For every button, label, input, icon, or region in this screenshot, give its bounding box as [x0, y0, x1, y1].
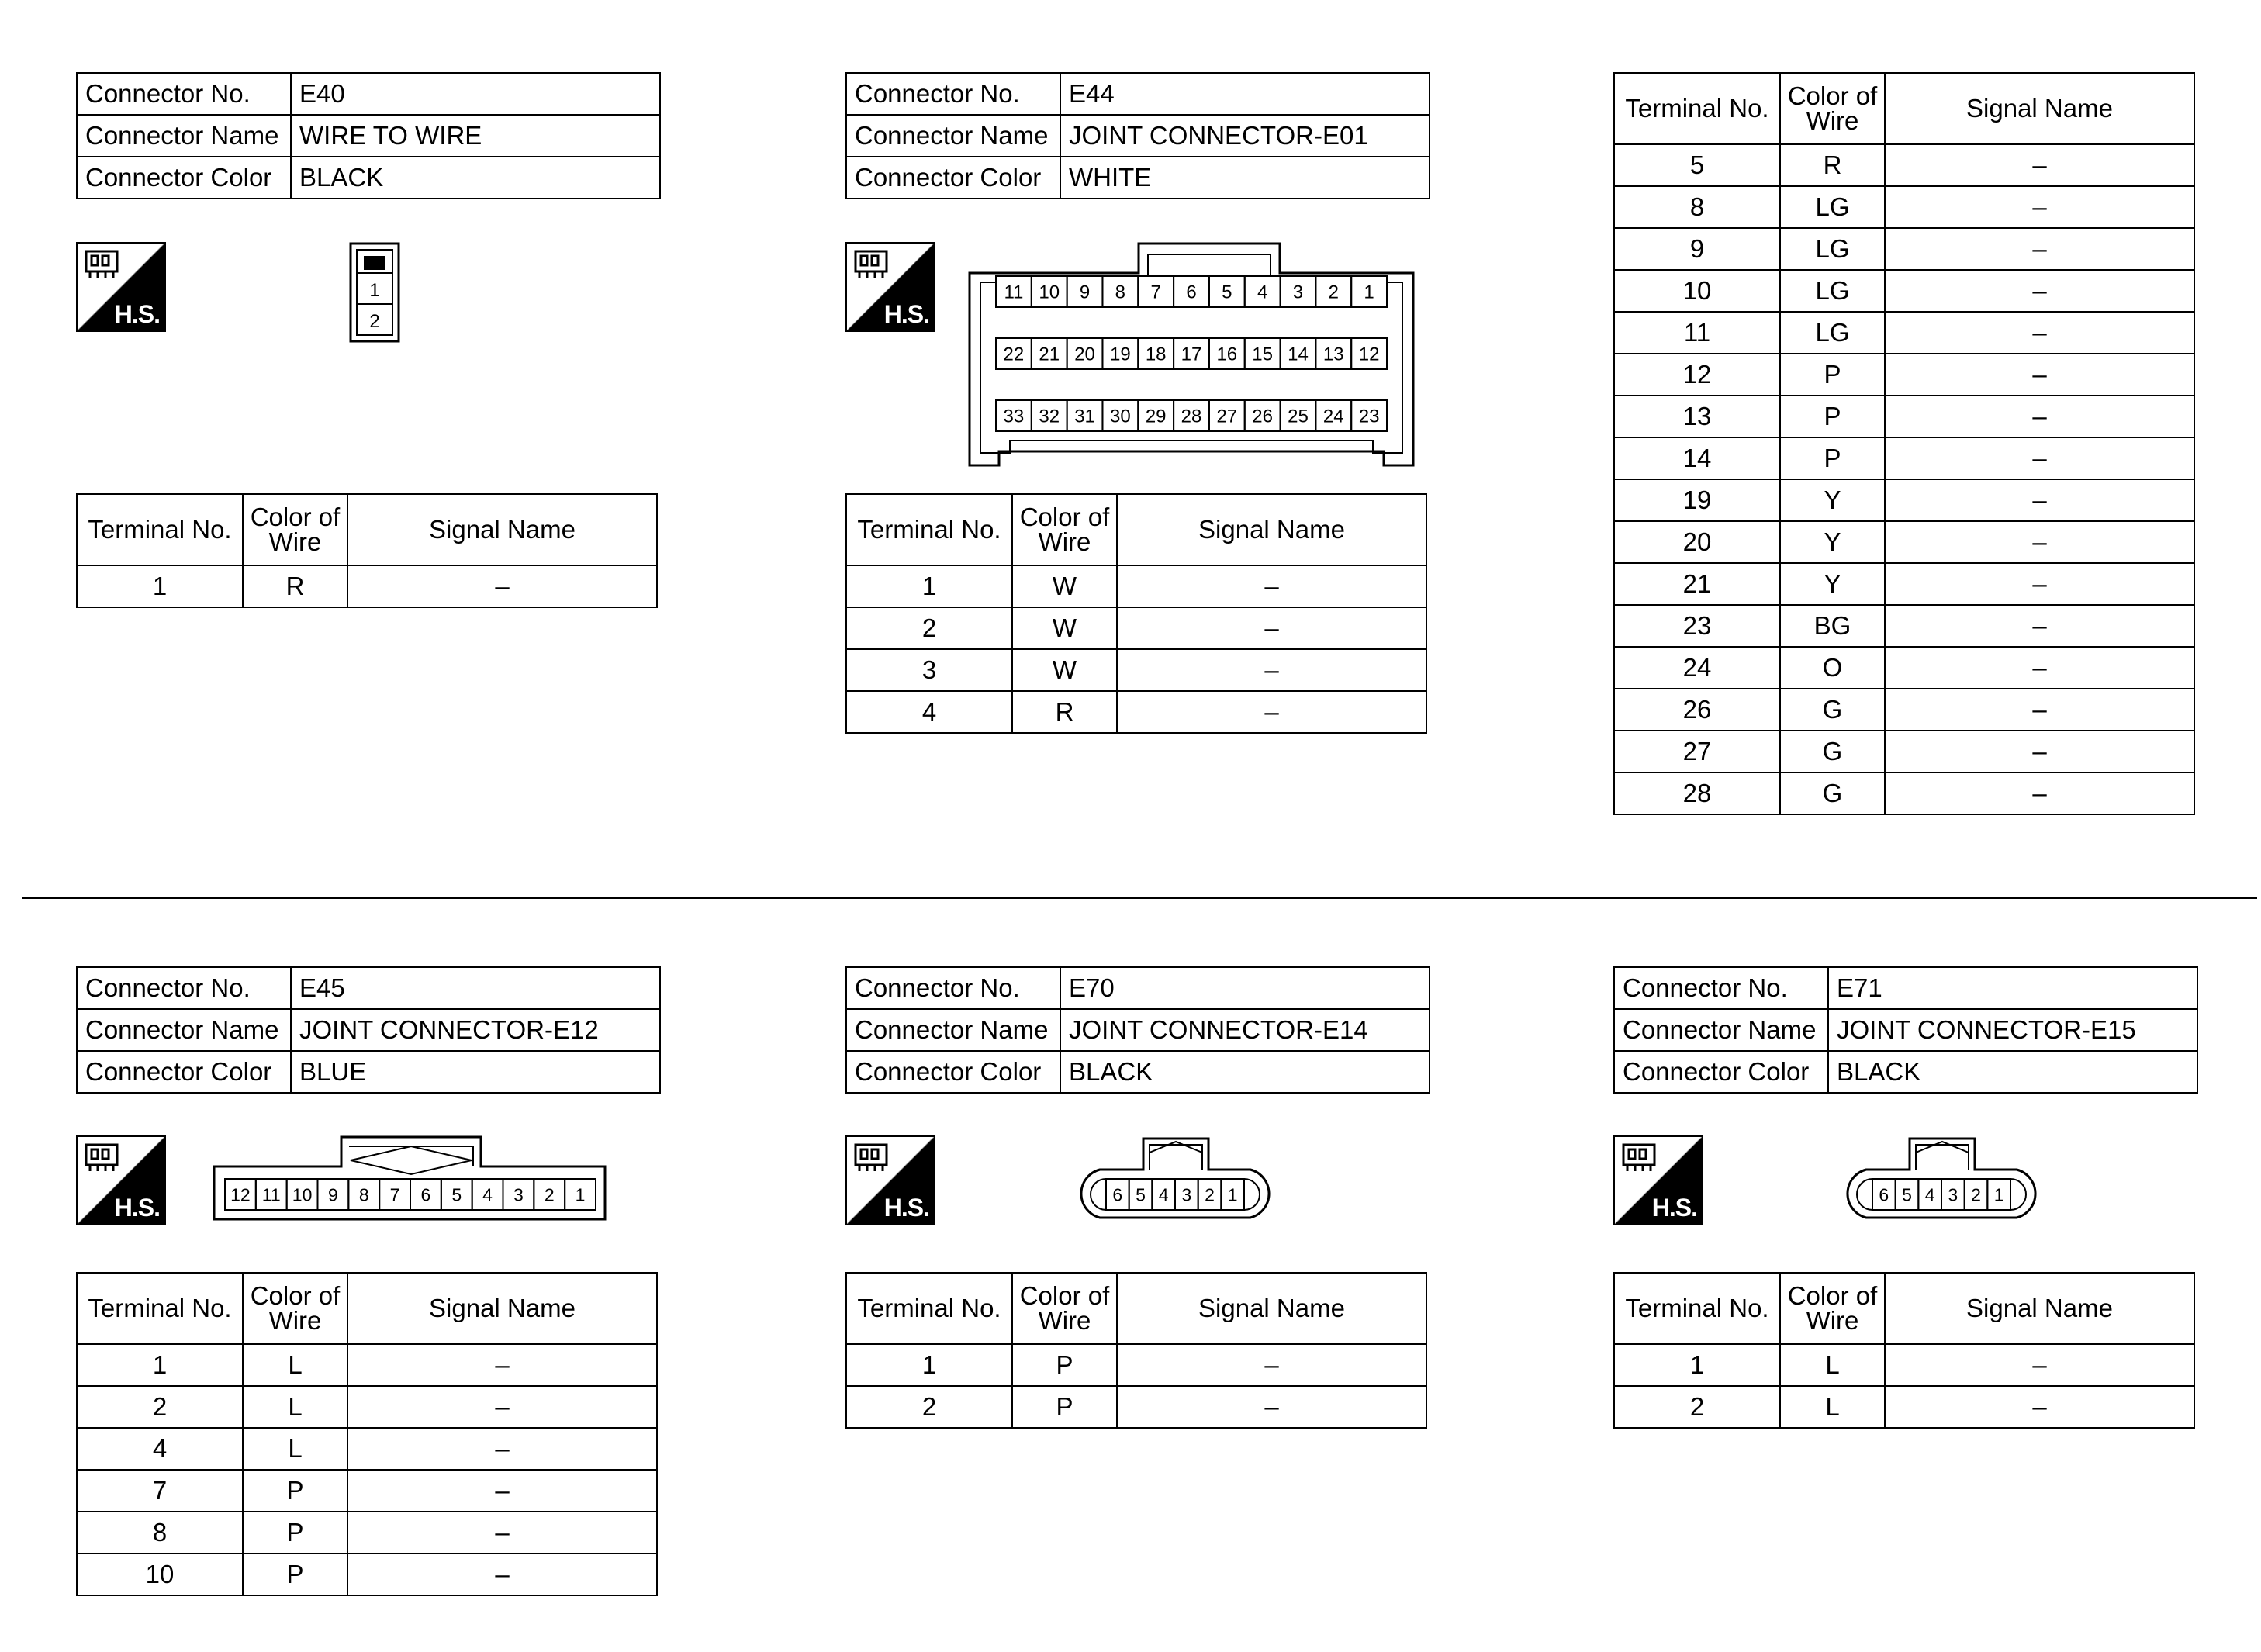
connector-color-value: BLACK: [291, 157, 660, 199]
table-row: [1614, 312, 2194, 354]
pin-label: 10: [292, 1184, 313, 1205]
e44-rows: [846, 565, 1426, 733]
connector-no-label: Connector No.: [77, 967, 291, 1009]
pin-label: 12: [1358, 344, 1380, 365]
e71-rows: [1614, 1344, 2194, 1428]
wire-color-cell: Y: [1780, 563, 1885, 605]
signal-name-cell: –: [347, 1344, 657, 1386]
harness-side-icon: [845, 1135, 935, 1225]
wire-color-cell: P: [1012, 1386, 1117, 1428]
harness-side-icon: [845, 242, 935, 332]
signal-name-cell: –: [1117, 607, 1426, 649]
terminal-no-cell: 1: [77, 565, 243, 607]
e44-info-table: [845, 72, 1430, 199]
wire-color-cell: P: [1780, 437, 1885, 479]
table-row: [77, 1428, 657, 1470]
table-row: [1614, 228, 2194, 270]
wire-color-cell: BG: [1780, 605, 1885, 647]
signal-name-cell: –: [1117, 649, 1426, 691]
e71-terminal-table: [1613, 1272, 2195, 1429]
wire-color-cell: LG: [1780, 312, 1885, 354]
pin-label: 2: [1328, 282, 1339, 303]
wire-text: Wire: [1038, 527, 1091, 556]
pin-label: 6: [1112, 1184, 1123, 1205]
signal-name-cell: –: [1885, 647, 2194, 689]
e40-terminal-table: [76, 493, 658, 608]
pin-label: 11: [1004, 282, 1024, 303]
wire-color-cell: G: [1780, 772, 1885, 814]
signal-name-header: Signal Name: [347, 1273, 657, 1344]
terminal-no-cell: 5: [1614, 144, 1780, 186]
color-of-text: Color of: [250, 1281, 341, 1310]
e44-rows-continued: [1614, 144, 2194, 814]
pin-label: 4: [1924, 1184, 1935, 1205]
connector-glyph-icon: [1621, 1142, 1658, 1173]
pin-label: 25: [1288, 406, 1309, 427]
signal-name-cell: –: [1885, 563, 2194, 605]
connector-glyph-icon: [853, 1142, 890, 1173]
color-of-wire-header: [243, 1273, 347, 1344]
wire-color-cell: Y: [1780, 521, 1885, 563]
pin-label: 9: [328, 1184, 338, 1205]
table-row: [1614, 1344, 2194, 1386]
pin-label: 29: [1145, 406, 1167, 427]
signal-name-cell: –: [1885, 479, 2194, 521]
pin-label: 15: [1252, 344, 1273, 365]
hs-label: H.S.: [883, 1194, 929, 1222]
signal-name-header: Signal Name: [1117, 1273, 1426, 1344]
pin-label: 5: [1136, 1184, 1146, 1205]
terminal-no-cell: 1: [846, 1344, 1012, 1386]
wire-color-cell: R: [1780, 144, 1885, 186]
signal-name-cell: –: [1117, 565, 1426, 607]
wire-color-cell: W: [1012, 565, 1117, 607]
color-of-text: Color of: [1787, 81, 1878, 110]
table-row: [1614, 772, 2194, 814]
wire-color-cell: G: [1780, 731, 1885, 772]
pin-label: 1: [1227, 1184, 1238, 1205]
wire-color-cell: L: [1780, 1344, 1885, 1386]
table-row: [1614, 521, 2194, 563]
terminal-no-cell: 10: [1614, 270, 1780, 312]
e71-connector-face: [1829, 1135, 2054, 1219]
pin-label: 22: [1003, 344, 1025, 365]
e45-info-table: [76, 966, 661, 1094]
pin-label: 6: [1186, 282, 1197, 303]
color-of-wire-header: [1780, 1273, 1885, 1344]
color-of-wire-header: [1012, 494, 1117, 565]
terminal-no-cell: 11: [1614, 312, 1780, 354]
wire-color-cell: W: [1012, 607, 1117, 649]
signal-name-cell: –: [1885, 605, 2194, 647]
pin-label: 28: [1181, 406, 1202, 427]
terminal-no-cell: 1: [77, 1344, 243, 1386]
wire-color-cell: R: [1012, 691, 1117, 733]
terminal-no-cell: 20: [1614, 521, 1780, 563]
terminal-no-cell: 9: [1614, 228, 1780, 270]
connector-name-value: JOINT CONNECTOR-E01: [1060, 115, 1430, 157]
table-row: [1614, 186, 2194, 228]
connector-no-label: Connector No.: [846, 73, 1060, 115]
pin-label: 26: [1252, 406, 1273, 427]
connector-name-label: Connector Name: [77, 115, 291, 157]
signal-name-cell: –: [347, 1512, 657, 1554]
pin-label: 1: [369, 280, 380, 301]
color-of-text: Color of: [1019, 1281, 1110, 1310]
e71-info-table: [1613, 966, 2198, 1094]
connector-name-value: JOINT CONNECTOR-E12: [291, 1009, 660, 1051]
signal-name-cell: –: [347, 565, 657, 607]
color-of-wire-header: [243, 494, 347, 565]
pin-label: 6: [420, 1184, 431, 1205]
pin-label: 6: [1879, 1184, 1889, 1205]
signal-name-cell: –: [1885, 228, 2194, 270]
table-row: [77, 565, 657, 607]
connector-no-value: E40: [291, 73, 660, 115]
harness-side-icon: [76, 242, 166, 332]
wire-color-cell: L: [243, 1428, 347, 1470]
terminal-no-cell: 12: [1614, 354, 1780, 396]
e44-connector-face: [968, 242, 1415, 467]
pin-label: 4: [1158, 1184, 1169, 1205]
harness-side-icon: [76, 1135, 166, 1225]
terminal-no-cell: 1: [846, 565, 1012, 607]
signal-name-cell: –: [1885, 772, 2194, 814]
connector-color-value: BLUE: [291, 1051, 660, 1093]
signal-name-cell: –: [347, 1554, 657, 1595]
connector-name-label: Connector Name: [846, 1009, 1060, 1051]
connector-color-value: BLACK: [1060, 1051, 1430, 1093]
signal-name-cell: –: [1885, 354, 2194, 396]
signal-name-cell: –: [1885, 1386, 2194, 1428]
wire-text: Wire: [268, 1306, 322, 1335]
wire-color-cell: L: [1780, 1386, 1885, 1428]
pin-label: 18: [1145, 344, 1167, 365]
pin-label: 1: [1993, 1184, 2004, 1205]
signal-name-cell: –: [1885, 396, 2194, 437]
pin-label: 7: [1150, 282, 1161, 303]
terminal-no-cell: 21: [1614, 563, 1780, 605]
terminal-no-cell: 4: [846, 691, 1012, 733]
terminal-no-cell: 4: [77, 1428, 243, 1470]
table-row: [1614, 144, 2194, 186]
signal-name-cell: –: [1885, 270, 2194, 312]
pin-label: 2: [369, 311, 380, 332]
table-row: [1614, 354, 2194, 396]
connector-glyph-icon: [84, 1142, 121, 1173]
signal-name-cell: –: [1885, 1344, 2194, 1386]
wire-color-cell: G: [1780, 689, 1885, 731]
terminal-no-cell: 2: [77, 1386, 243, 1428]
table-row: [846, 1344, 1426, 1386]
terminal-no-cell: 28: [1614, 772, 1780, 814]
pin-label: 1: [575, 1184, 586, 1205]
connector-glyph-icon: [84, 248, 121, 279]
pin-label: 23: [1358, 406, 1380, 427]
wire-color-cell: P: [1780, 396, 1885, 437]
pin-label: 17: [1181, 344, 1202, 365]
wire-color-cell: L: [243, 1344, 347, 1386]
signal-name-cell: –: [1885, 312, 2194, 354]
pin-label: 20: [1074, 344, 1095, 365]
wire-color-cell: O: [1780, 647, 1885, 689]
pin-label: 24: [1322, 406, 1344, 427]
wire-color-cell: P: [1780, 354, 1885, 396]
wire-color-cell: LG: [1780, 186, 1885, 228]
connector-color-label: Connector Color: [846, 157, 1060, 199]
harness-side-icon: [1613, 1135, 1703, 1225]
connector-name-value: JOINT CONNECTOR-E15: [1828, 1009, 2197, 1051]
table-row: [1614, 731, 2194, 772]
wire-color-cell: P: [243, 1470, 347, 1512]
section-divider: [22, 897, 2257, 899]
signal-name-header: Signal Name: [1885, 73, 2194, 144]
wire-text: Wire: [1038, 1306, 1091, 1335]
pin-label: 11: [261, 1184, 281, 1205]
pin-label: 19: [1110, 344, 1131, 365]
terminal-no-cell: 19: [1614, 479, 1780, 521]
wire-color-cell: L: [243, 1386, 347, 1428]
table-row: [77, 1386, 657, 1428]
table-row: [846, 565, 1426, 607]
terminal-no-cell: 13: [1614, 396, 1780, 437]
signal-name-cell: –: [1885, 689, 2194, 731]
table-row: [1614, 689, 2194, 731]
terminal-no-cell: 2: [846, 607, 1012, 649]
e40-rows: [77, 565, 657, 607]
pin-label: 7: [389, 1184, 400, 1205]
table-row: [1614, 479, 2194, 521]
pin-label: 5: [451, 1184, 462, 1205]
connector-color-value: BLACK: [1828, 1051, 2197, 1093]
table-row: [1614, 270, 2194, 312]
e45-rows: [77, 1344, 657, 1595]
terminal-no-cell: 14: [1614, 437, 1780, 479]
hs-label: H.S.: [1651, 1194, 1697, 1222]
terminal-no-header: Terminal No.: [1614, 1273, 1780, 1344]
signal-name-cell: –: [1117, 691, 1426, 733]
terminal-no-header: Terminal No.: [846, 494, 1012, 565]
signal-name-cell: –: [1885, 521, 2194, 563]
hs-label: H.S.: [883, 300, 929, 328]
signal-name-cell: –: [347, 1428, 657, 1470]
connector-no-label: Connector No.: [846, 967, 1060, 1009]
pin-label: 3: [513, 1184, 524, 1205]
terminal-no-cell: 3: [846, 649, 1012, 691]
terminal-no-cell: 8: [77, 1512, 243, 1554]
table-row: [846, 691, 1426, 733]
table-row: [1614, 1386, 2194, 1428]
signal-name-cell: –: [1117, 1344, 1426, 1386]
color-of-wire-header: [1012, 1273, 1117, 1344]
e70-info-table: [845, 966, 1430, 1094]
pin-label: 30: [1110, 406, 1131, 427]
signal-name-cell: –: [347, 1470, 657, 1512]
terminal-no-cell: 24: [1614, 647, 1780, 689]
pin-label: 14: [1288, 344, 1309, 365]
pin-label: 21: [1039, 344, 1060, 365]
table-row: [1614, 396, 2194, 437]
wire-color-cell: P: [243, 1554, 347, 1595]
wire-color-cell: LG: [1780, 228, 1885, 270]
pin-label: 3: [1292, 282, 1304, 303]
e70-terminal-table: [845, 1272, 1427, 1429]
color-of-wire-header: [1780, 73, 1885, 144]
signal-name-header: Signal Name: [1117, 494, 1426, 565]
pin-label: 4: [1257, 282, 1268, 303]
terminal-no-cell: 27: [1614, 731, 1780, 772]
pin-label: 31: [1074, 406, 1095, 427]
wire-color-cell: LG: [1780, 270, 1885, 312]
signal-name-cell: –: [1885, 437, 2194, 479]
terminal-no-cell: 8: [1614, 186, 1780, 228]
e45-terminal-table: [76, 1272, 658, 1596]
signal-name-cell: –: [1885, 731, 2194, 772]
wire-color-cell: P: [243, 1512, 347, 1554]
connector-name-label: Connector Name: [77, 1009, 291, 1051]
connector-color-label: Connector Color: [1614, 1051, 1828, 1093]
signal-name-header: Signal Name: [1885, 1273, 2194, 1344]
e40-info-table: [76, 72, 661, 199]
connector-color-value: WHITE: [1060, 157, 1430, 199]
connector-name-value: JOINT CONNECTOR-E14: [1060, 1009, 1430, 1051]
pin-label: 2: [1205, 1184, 1215, 1205]
pin-label: 2: [544, 1184, 555, 1205]
terminal-no-header: Terminal No.: [1614, 73, 1780, 144]
connector-name-value: WIRE TO WIRE: [291, 115, 660, 157]
pin-label: 5: [1222, 282, 1232, 303]
e70-connector-face: [1063, 1135, 1288, 1219]
terminal-no-cell: 1: [1614, 1344, 1780, 1386]
connector-color-label: Connector Color: [846, 1051, 1060, 1093]
table-row: [1614, 563, 2194, 605]
connector-no-value: E45: [291, 967, 660, 1009]
wire-text: Wire: [268, 527, 322, 556]
terminal-no-cell: 26: [1614, 689, 1780, 731]
connector-no-value: E71: [1828, 967, 2197, 1009]
pin-label: 13: [1322, 344, 1344, 365]
e44-terminal-table: [845, 493, 1427, 734]
signal-name-cell: –: [1885, 186, 2194, 228]
pin-label: 8: [1115, 282, 1126, 303]
wire-text: Wire: [1806, 1306, 1859, 1335]
connector-no-value: E70: [1060, 967, 1430, 1009]
pin-label: 32: [1039, 406, 1060, 427]
pin-label: 3: [1181, 1184, 1192, 1205]
pin-label: 5: [1902, 1184, 1912, 1205]
terminal-no-cell: 2: [846, 1386, 1012, 1428]
table-row: [1614, 647, 2194, 689]
terminal-no-cell: 10: [77, 1554, 243, 1595]
terminal-no-header: Terminal No.: [77, 494, 243, 565]
pin-label: 27: [1216, 406, 1238, 427]
wire-color-cell: R: [243, 565, 347, 607]
wire-color-cell: Y: [1780, 479, 1885, 521]
pin-label: 3: [1948, 1184, 1958, 1205]
table-row: [77, 1554, 657, 1595]
pin-label: 4: [482, 1184, 493, 1205]
color-of-text: Color of: [1787, 1281, 1878, 1310]
wire-text: Wire: [1806, 106, 1859, 135]
wire-color-cell: P: [1012, 1344, 1117, 1386]
e45-connector-face: [213, 1135, 608, 1222]
signal-name-header: Signal Name: [347, 494, 657, 565]
connector-name-label: Connector Name: [846, 115, 1060, 157]
signal-name-cell: –: [347, 1386, 657, 1428]
connector-color-label: Connector Color: [77, 157, 291, 199]
pin-label: 33: [1003, 406, 1025, 427]
color-of-text: Color of: [250, 503, 341, 531]
hs-label: H.S.: [114, 300, 160, 328]
e70-rows: [846, 1344, 1426, 1428]
connector-name-label: Connector Name: [1614, 1009, 1828, 1051]
table-row: [846, 1386, 1426, 1428]
e44-terminal-table-continued: [1613, 72, 2195, 815]
connector-glyph-icon: [853, 248, 890, 279]
terminal-no-header: Terminal No.: [77, 1273, 243, 1344]
table-row: [1614, 605, 2194, 647]
pin-label: 9: [1079, 282, 1091, 303]
terminal-no-cell: 23: [1614, 605, 1780, 647]
color-of-text: Color of: [1019, 503, 1110, 531]
pin-label: 1: [1364, 282, 1374, 303]
pin-label: 12: [230, 1184, 251, 1205]
pin-label: 10: [1039, 282, 1060, 303]
signal-name-cell: –: [1117, 1386, 1426, 1428]
connector-no-value: E44: [1060, 73, 1430, 115]
table-row: [846, 649, 1426, 691]
connector-no-label: Connector No.: [77, 73, 291, 115]
hs-label: H.S.: [114, 1194, 160, 1222]
table-row: [77, 1470, 657, 1512]
terminal-no-cell: 7: [77, 1470, 243, 1512]
pin-label: 16: [1216, 344, 1238, 365]
table-row: [846, 607, 1426, 649]
terminal-no-cell: 2: [1614, 1386, 1780, 1428]
lock-tab-icon: [364, 256, 385, 270]
table-row: [77, 1512, 657, 1554]
terminal-no-header: Terminal No.: [846, 1273, 1012, 1344]
connector-no-label: Connector No.: [1614, 967, 1828, 1009]
wire-color-cell: W: [1012, 649, 1117, 691]
table-row: [77, 1344, 657, 1386]
pin-label: 2: [1971, 1184, 1981, 1205]
table-row: [1614, 437, 2194, 479]
pin-label: 8: [358, 1184, 369, 1205]
connector-color-label: Connector Color: [77, 1051, 291, 1093]
signal-name-cell: –: [1885, 144, 2194, 186]
e40-connector-face: [349, 242, 400, 343]
